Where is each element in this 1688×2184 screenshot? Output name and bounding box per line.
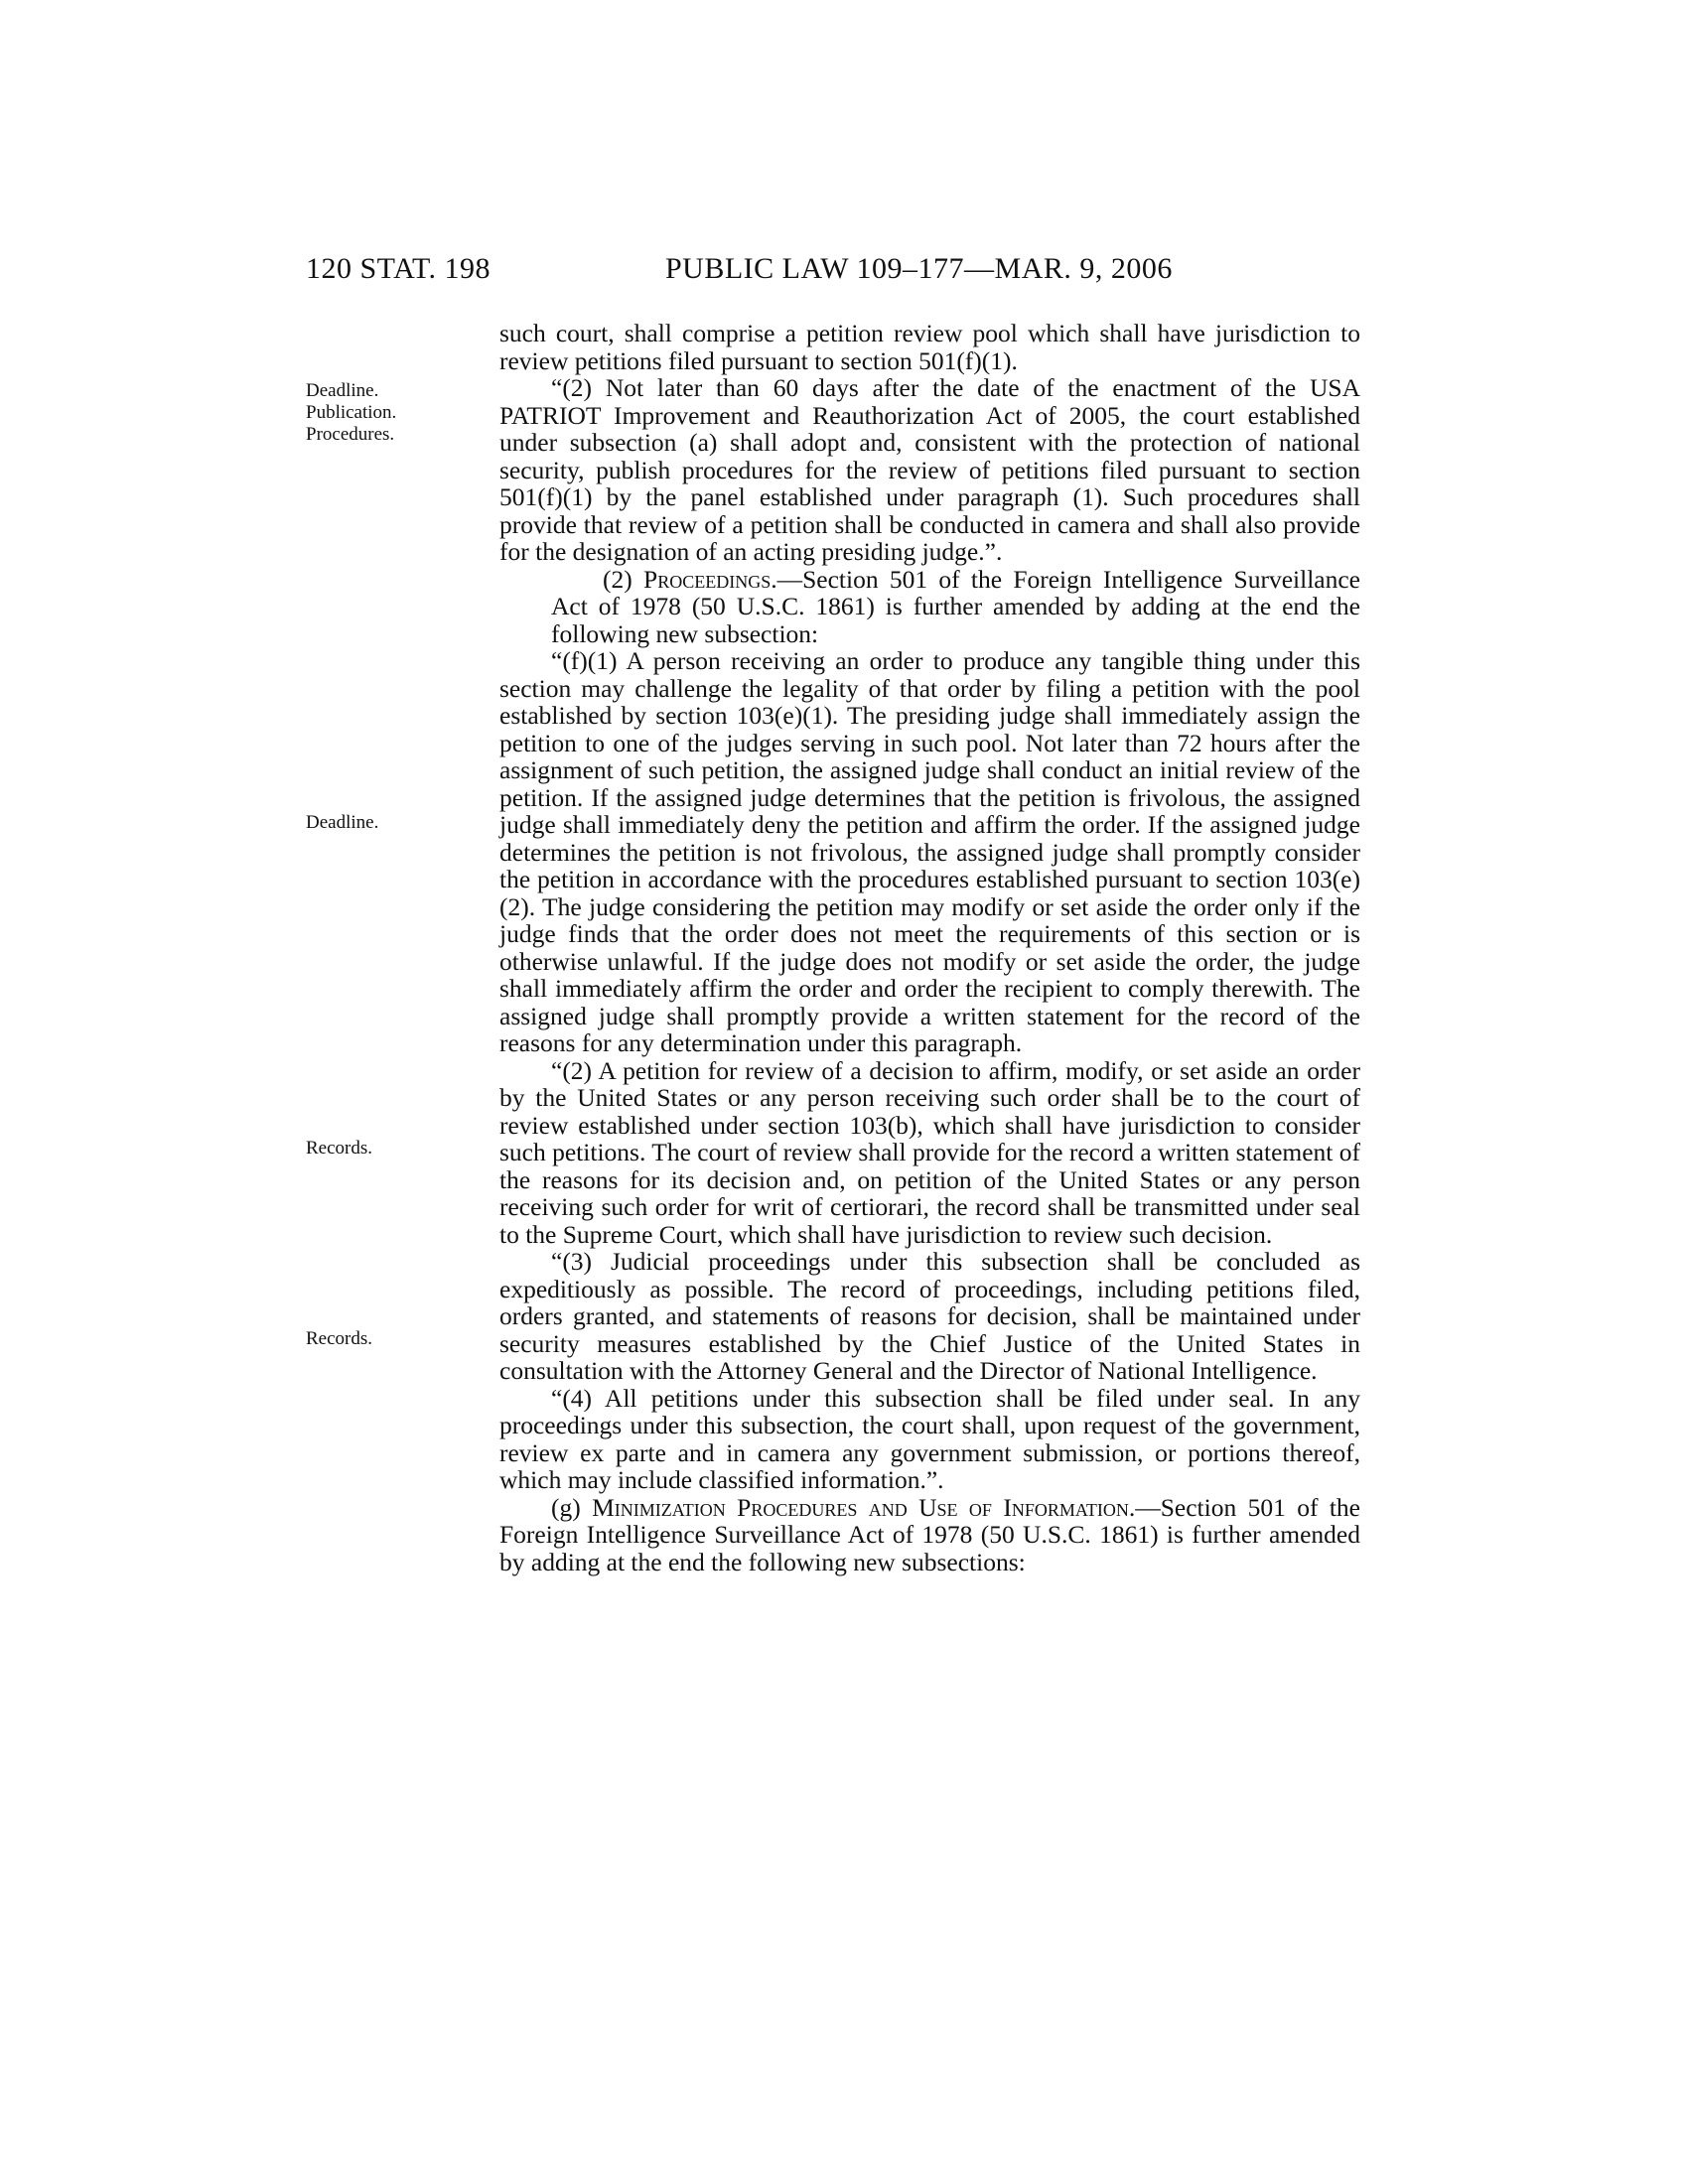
paragraph-heading: Proceedings <box>643 564 772 594</box>
paragraph-2-procedures: “(2) Not later than 60 days after the date of the enactment of the USA PATRIOT Improvement and Reauthorization Act of 2005, the court established under subsection (a) shall adopt and, consistent with the protection of national security, publish procedures for the review of petitions filed pursuant to section 501(f)(1) by the panel established under paragraph (1). Such procedures shall provide that review of a petition shall be conducted in camera and shall also provide for the designation of an acting presiding judge.”. <box>499 373 1360 566</box>
margin-note-line: Deadline. <box>306 380 379 401</box>
paragraph-f2: “(2) A petition for review of a decision to affirm, modify, or set aside an order by the United States or any person receiving such order shall be to the court of review established under section 103(b), which shall have jurisdiction to consider such petitions. The court of review shall provide for the record a written statement of the reasons for its decision and, on petition of the United States or any person receiving such order for writ of certiorari, the record shall be transmitted under seal to the Supreme Court, which shall have jurisdiction to review such decision. <box>499 1055 1360 1249</box>
paragraph-number: (2) <box>603 564 644 594</box>
paragraph-number: (g) <box>551 1492 593 1522</box>
margin-note-line: Publication. <box>306 402 397 423</box>
statute-body <box>499 320 1360 1575</box>
paragraph-f1: “(f)(1) A person receiving an order to produce any tangible thing under this section may challenge the legality of that order by filing a petition with the pool established by section 103(e)(1). The presiding judge shall immediately assign the petition to one of the judges serving in such pool. Not later than 72 hours after the assignment of such petition, the assigned judge shall conduct an initial review of the petition. If the assigned judge determines that the petition is frivolous, the assigned judge shall immediately deny the petition and affirm the order. If the assigned judge determines the petition is not frivolous, the assigned judge shall promptly consider the petition in accordance with the procedures established pursuant to section 103(e)(2). The judge considering the petition may modify or set aside the order only if the judge finds that the order does not meet the requirements of this section or is otherwise unlawful. If the judge does not modify or set aside the order, the judge shall immediately affirm the order and order the recipient to comply therewith. The assigned judge shall promptly provide a written statement for the record of the reasons for any determination under this paragraph. <box>499 646 1360 1057</box>
paragraph-continuation: such court, shall comprise a petition review pool which shall have jurisdiction to review petitions filed pursuant to section 501(f)(1). <box>499 319 1360 375</box>
margin-note-records-2: Records. <box>306 1328 373 1349</box>
running-head-law-title: PUBLIC LAW 109–177—MAR. 9, 2006 <box>665 252 1173 285</box>
margin-note-line: Procedures. <box>306 424 395 445</box>
paragraph-f4: “(4) All petitions under this subsection shall be filed under seal. In any proceedings under this subsection, the court shall, upon request of the government, review ex parte and in camera any government submission, or portions thereof, which may include classified information.”. <box>499 1383 1360 1494</box>
paragraph-text: .—Section 501 of the Foreign Intelligence Surveillance Act of 1978 (50 U.S.C. 1861) is further amended by adding at the end the following new subsection: <box>551 564 1361 648</box>
paragraph-text: .—Section 501 of the Foreign Intelligence Surveillance Act of 1978 (50 U.S.C. 1861) is further amended by adding at the end the following new subsections: <box>499 1492 1360 1576</box>
stat-page-reference: 120 STAT. 198 <box>306 252 492 285</box>
page-header <box>0 252 1688 292</box>
paragraph-f3: “(3) Judicial proceedings under this subsection shall be concluded as expeditiously as possible. The record of proceedings, including petitions filed, orders granted, and statements of reasons for decision, shall be maintained under security measures established by the Chief Justice of the United States in consultation with the Attorney General and the Director of National Intelligence. <box>499 1247 1360 1385</box>
margin-note-records-1: Records. <box>306 1138 373 1159</box>
paragraph-g-minimization <box>499 1494 1360 1576</box>
margin-note-deadline-publication-procedures <box>306 380 465 446</box>
paragraph-proceedings <box>499 566 1360 648</box>
margin-note-deadline: Deadline. <box>306 812 379 833</box>
paragraph-heading: Minimization Procedures and Use of Information <box>592 1492 1129 1522</box>
